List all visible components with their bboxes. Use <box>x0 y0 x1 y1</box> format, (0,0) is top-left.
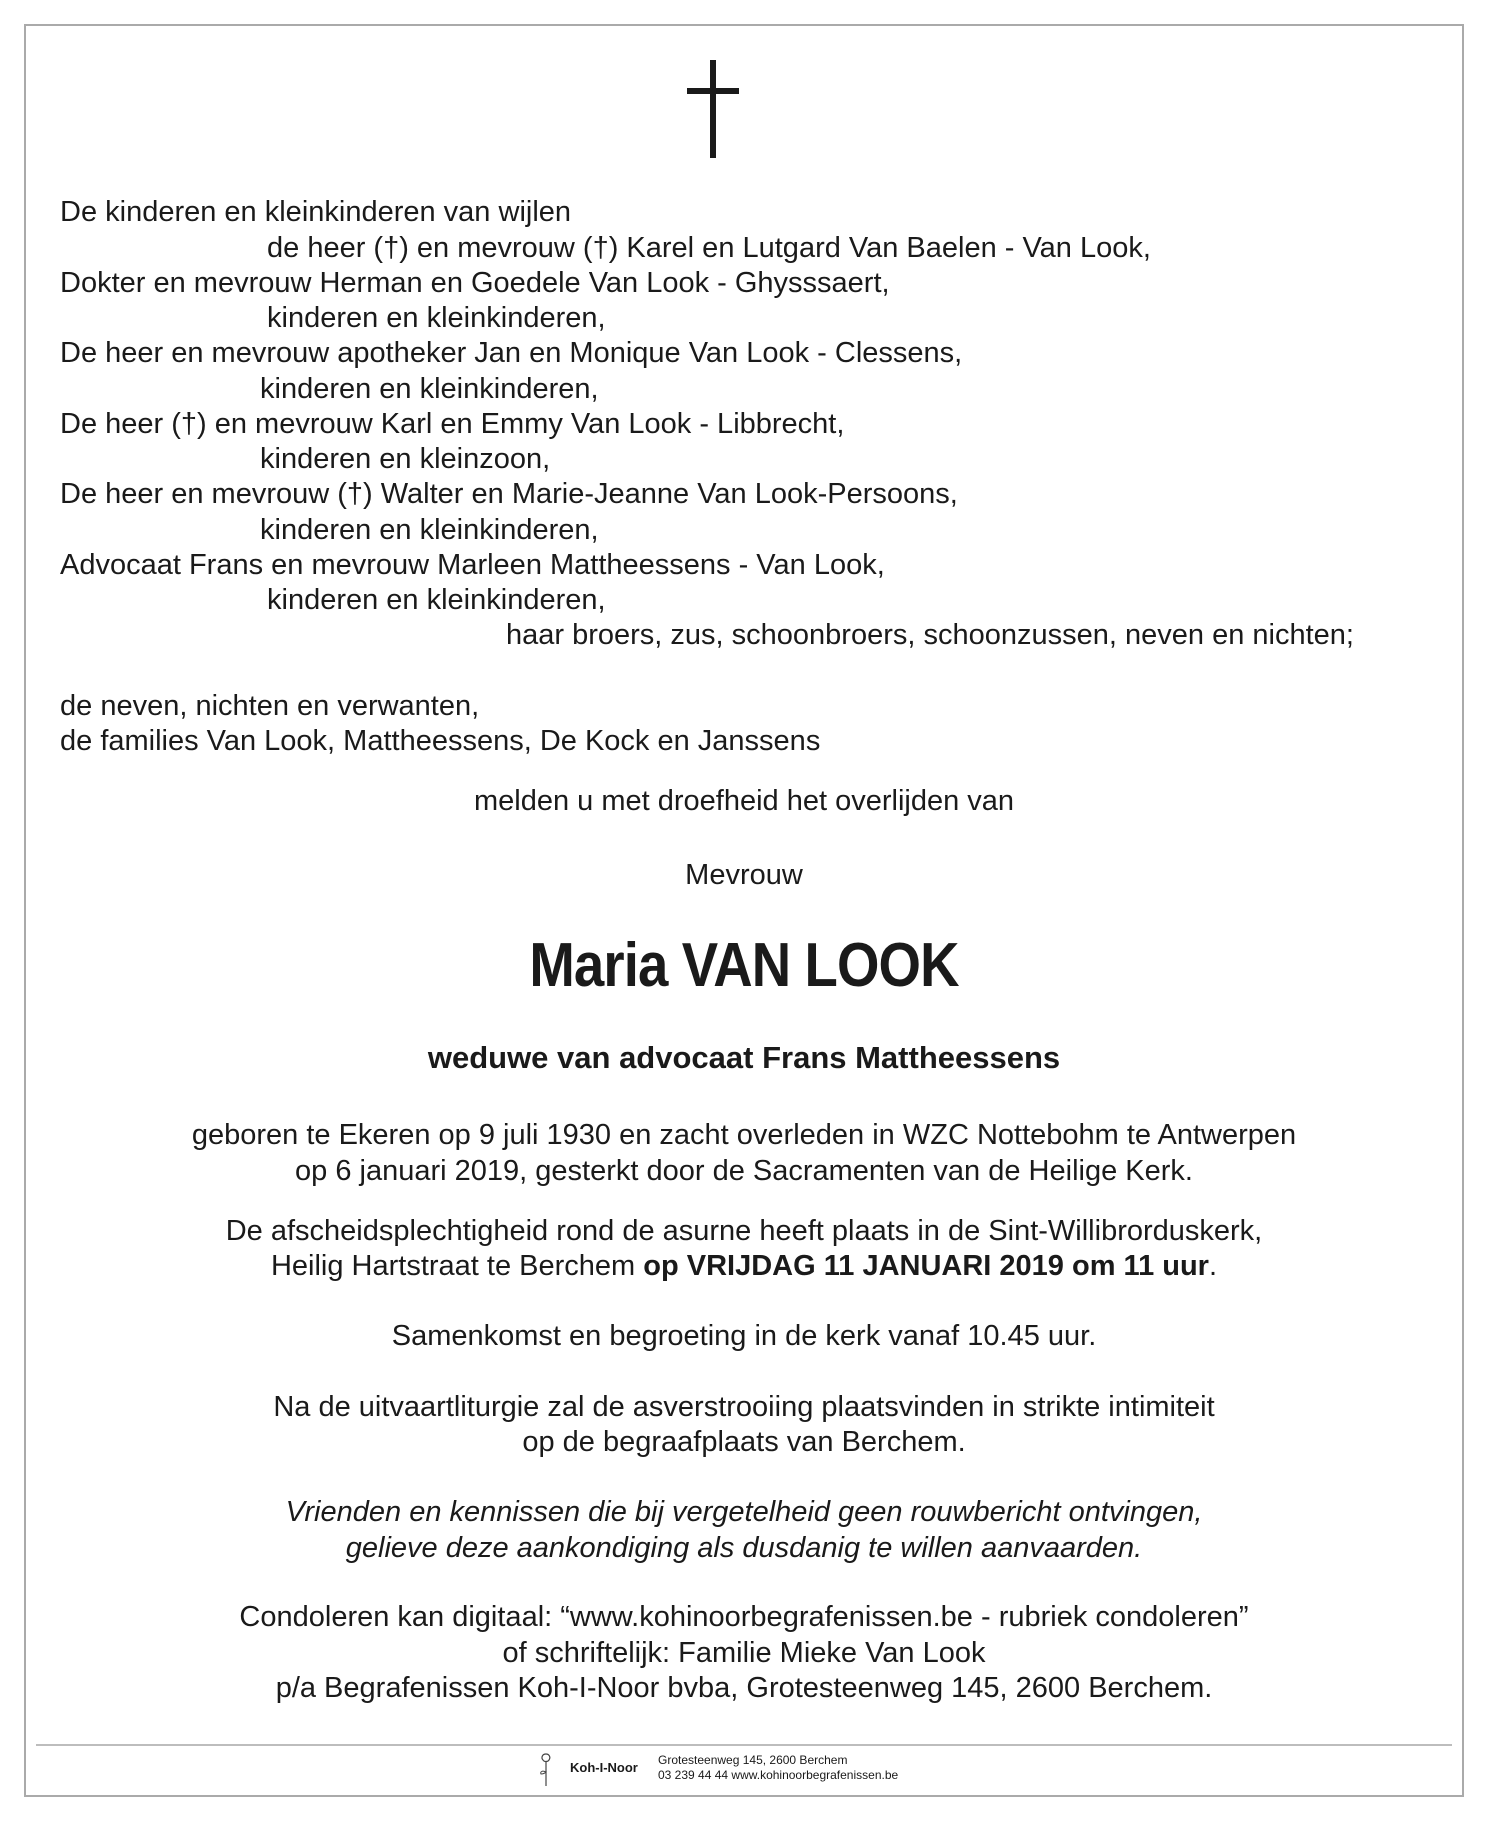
family-line: kinderen en kleinzoon, <box>260 443 551 475</box>
footer-contact: 03 239 44 44 www.kohinoorbegrafenissen.be <box>658 1768 899 1782</box>
deceased-title: Mevrouw <box>685 859 803 891</box>
family-line: Dokter en mevrouw Herman en Goedele Van Look - Ghysssaert, <box>60 267 890 299</box>
condolence-line: p/a Begrafenissen Koh-I-Noor bvba, Grotesteenweg 145, 2600 Berchem. <box>275 1672 1213 1704</box>
family-line: De heer en mevrouw (†) Walter en Marie-Jeanne Van Look-Persoons, <box>60 478 958 510</box>
rose-icon <box>536 1750 556 1790</box>
ceremony-location: Heilig Hartstraat te Berchem <box>270 1250 644 1282</box>
family-line: kinderen en kleinkinderen, <box>267 584 606 616</box>
ceremony-suffix: . <box>1208 1250 1218 1282</box>
notice-line: gelieve deze aankondiging als dusdanig te willen aanvaarden. <box>345 1532 1143 1564</box>
family-line: de families Van Look, Mattheessens, De Kock en Janssens <box>60 725 821 757</box>
cross-icon <box>687 60 739 158</box>
ceremony-date: op VRIJDAG 11 JANUARI 2019 om 11 uur <box>643 1250 1209 1282</box>
footer-divider <box>36 1744 1452 1746</box>
family-line: De heer (†) en mevrouw Karl en Emmy Van Look - Libbrecht, <box>60 408 845 440</box>
announcement: melden u met droefheid het overlijden van <box>473 785 1015 817</box>
birth-death-line: geboren te Ekeren op 9 juli 1930 en zacht overleden in WZC Nottebohm te Antwerpen <box>191 1119 1297 1151</box>
deceased-name: Maria VAN LOOK <box>529 931 959 1000</box>
scattering-line: Na de uitvaartliturgie zal de asverstrooiing plaatsvinden in strikte intimiteit <box>273 1391 1215 1423</box>
spouse-line: weduwe van advocaat Frans Mattheessens <box>427 1040 1061 1075</box>
family-line: kinderen en kleinkinderen, <box>260 373 599 405</box>
ceremony-date-line <box>0 1248 1488 1284</box>
notice-line: Vrienden en kennissen die bij vergetelheid geen rouwbericht ontvingen, <box>285 1496 1203 1528</box>
footer-brand: Koh-I-Noor <box>570 1760 638 1775</box>
ceremony-line: De afscheidsplechtigheid rond de asurne heeft plaats in de Sint-Willibrorduskerk, <box>225 1215 1263 1247</box>
family-line: kinderen en kleinkinderen, <box>260 514 599 546</box>
footer-address: Grotesteenweg 145, 2600 Berchem <box>658 1753 848 1767</box>
scattering-line: op de begraafplaats van Berchem. <box>522 1426 966 1458</box>
family-line: haar broers, zus, schoonbroers, schoonzussen, neven en nichten; <box>506 619 1354 651</box>
gathering-line: Samenkomst en begroeting in de kerk vanaf 10.45 uur. <box>391 1320 1097 1352</box>
family-line: de neven, nichten en verwanten, <box>60 690 480 722</box>
condolence-line: Condoleren kan digitaal: “www.kohinoorbegrafenissen.be - rubriek condoleren” <box>239 1601 1249 1633</box>
family-line: Advocaat Frans en mevrouw Marleen Mattheessens - Van Look, <box>60 549 885 581</box>
condolence-line: of schriftelijk: Familie Mieke Van Look <box>502 1637 986 1669</box>
family-line: kinderen en kleinkinderen, <box>267 302 606 334</box>
family-line: De kinderen en kleinkinderen van wijlen <box>60 196 572 228</box>
family-line: De heer en mevrouw apotheker Jan en Monique Van Look - Clessens, <box>60 337 963 369</box>
family-line: de heer (†) en mevrouw (†) Karel en Lutgard Van Baelen - Van Look, <box>267 232 1151 264</box>
footer-info <box>658 1753 898 1783</box>
birth-death-line: op 6 januari 2019, gesterkt door de Sacramenten van de Heilige Kerk. <box>295 1155 1193 1187</box>
